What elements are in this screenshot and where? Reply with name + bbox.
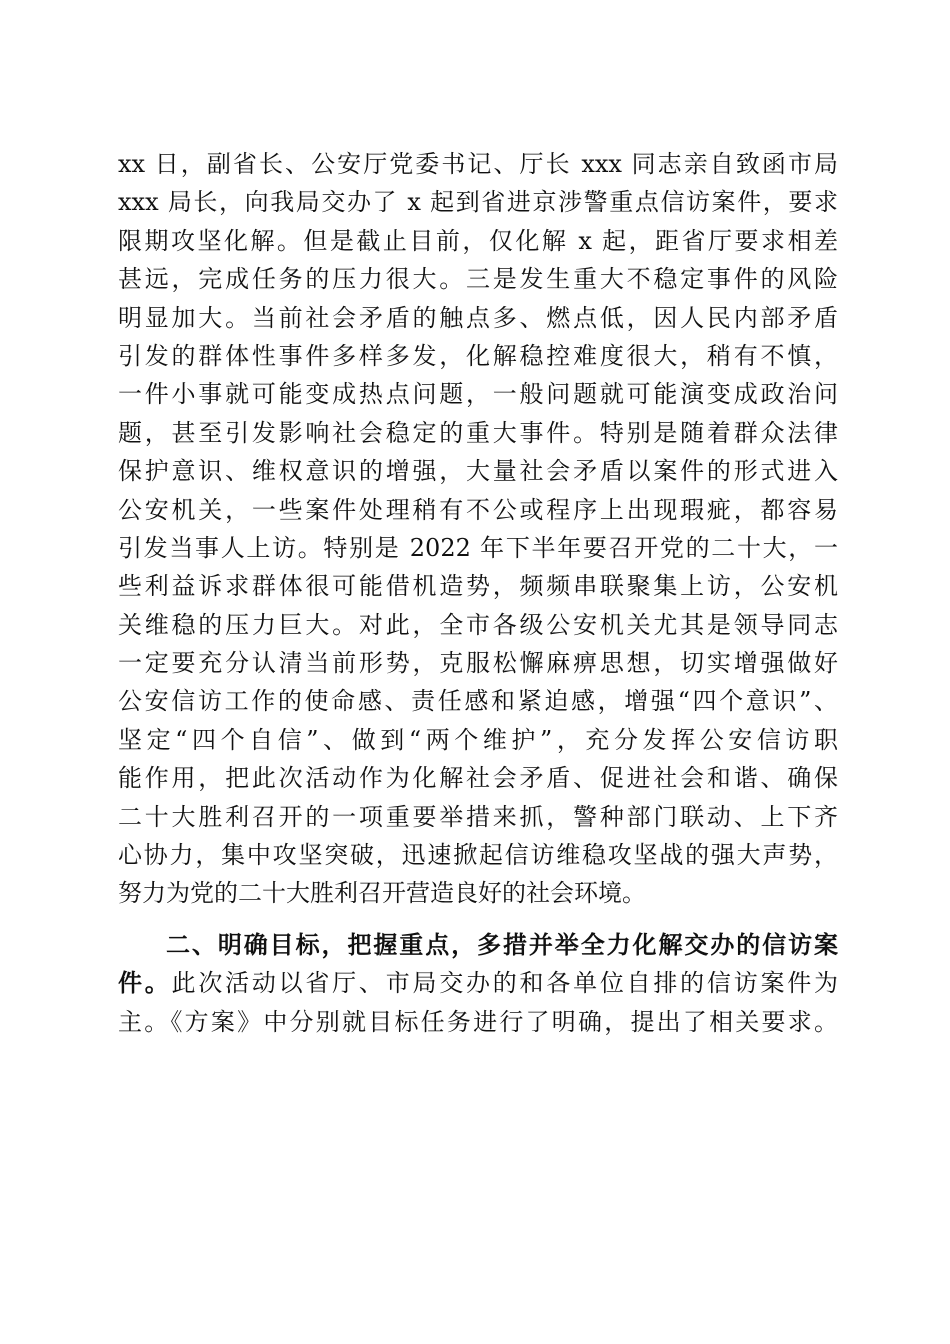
text-line: 能作用，把此次活动作为化解社会矛盾、促进社会和谐、确保 — [118, 764, 838, 793]
text-line: 限期攻坚化解。但是截止目前，仅化解 x 起，距省厅要求相差 — [118, 226, 838, 255]
text-line: 保护意识、维权意识的增强，大量社会矛盾以案件的形式进入 — [118, 457, 838, 486]
text-line: 一定要充分认清当前形势，克服松懈麻痹思想，切实增强做好 — [118, 649, 838, 678]
text-line: 题，甚至引发影响社会稳定的重大事件。特别是随着群众法律 — [118, 418, 838, 447]
text-line: 引发的群体性事件多样多发，化解稳控难度很大，稍有不慎， — [118, 341, 838, 370]
text-line: 努力为党的二十大胜利召开营造良好的社会环境。 — [118, 879, 646, 908]
text-line: 些利益诉求群体很可能借机造势，频频串联聚集上访，公安机 — [118, 572, 838, 601]
text-line: xxx 局长，向我局交办了 x 起到省进京涉警重点信访案件，要求 — [118, 188, 838, 217]
text-line: 引发当事人上访。特别是 2022 年下半年要召开党的二十大，一 — [118, 533, 838, 562]
section-heading-end: 件。 — [118, 968, 172, 998]
paragraph-text: 此次活动以省厅、市局交办的和各单位自排的信访案件为 — [171, 969, 839, 998]
text-line: 公安信访工作的使命感、责任感和紧迫感，增强“四个意识”、 — [118, 687, 838, 716]
text-line: 一件小事就可能变成热点问题，一般问题就可能演变成政治问 — [118, 380, 838, 409]
text-line: 甚远，完成任务的压力很大。三是发生重大不稳定事件的风险 — [118, 265, 838, 294]
body-text — [118, 145, 838, 1041]
text-line: 主。《方案》中分别就目标任务进行了明确，提出了相关要求。 — [118, 1007, 838, 1036]
text-line — [118, 964, 838, 1002]
text-line: 心协力，集中攻坚突破，迅速掀起信访维稳攻坚战的强大声势， — [118, 841, 838, 870]
section-heading: 二、明确目标，把握重点，多措并举全力化解交办的信访案 — [166, 929, 838, 959]
text-line: 公安机关，一些案件处理稍有不公或程序上出现瑕疵，都容易 — [118, 495, 838, 524]
text-line: 坚定“四个自信”、做到“两个维护”，充分发挥公安信访职 — [118, 725, 838, 754]
text-line: 二十大胜利召开的一项重要举措来抓，警种部门联动、上下齐 — [118, 802, 838, 831]
paragraph-gap — [118, 913, 838, 926]
text-line: 明显加大。当前社会矛盾的触点多、燃点低，因人民内部矛盾 — [118, 303, 838, 332]
text-line: 关维稳的压力巨大。对此，全市各级公安机关尤其是领导同志 — [118, 610, 838, 639]
text-line: xx 日，副省长、公安厅党委书记、厅长 xxx 同志亲自致函市局 — [118, 150, 838, 178]
